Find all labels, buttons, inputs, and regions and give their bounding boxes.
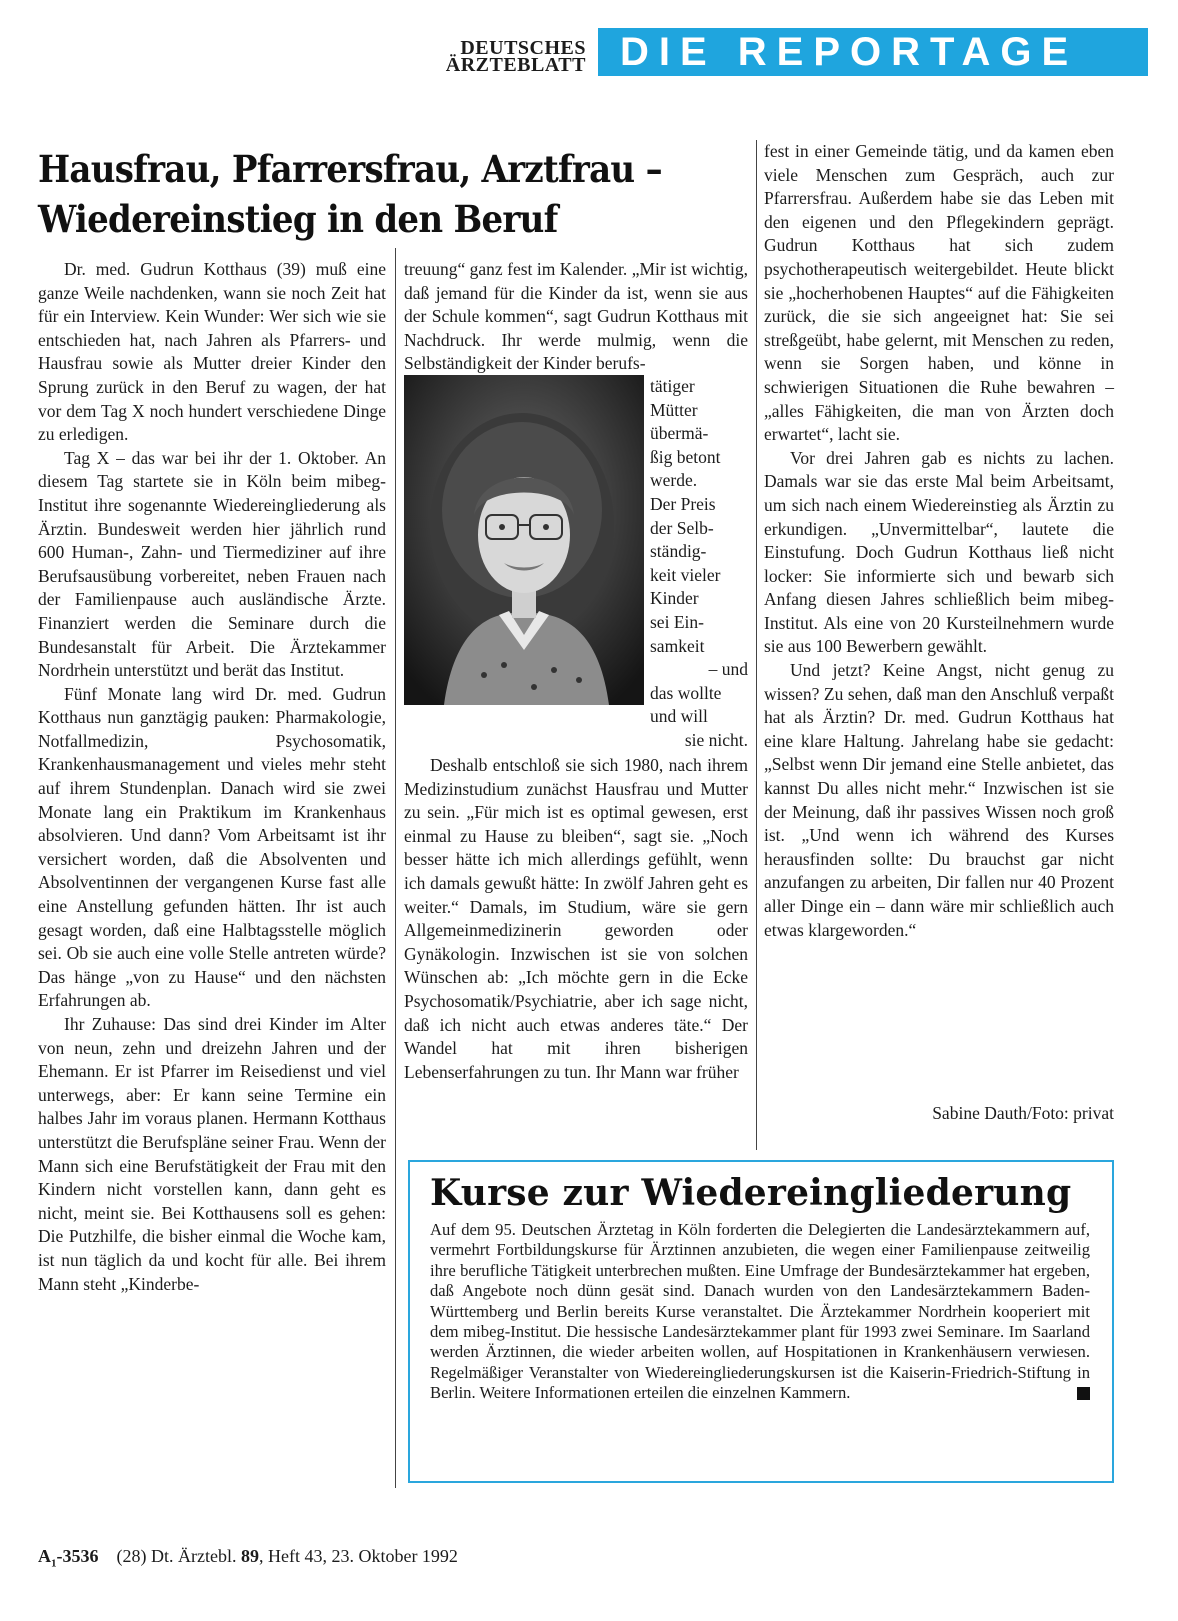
line: sie nicht. xyxy=(684,729,748,750)
article-headline xyxy=(38,144,719,244)
text-beside-photo xyxy=(650,375,748,753)
info-box-body: Auf dem 95. Deutschen Ärztetag in Köln forderten die Delegierten die Landesärztekammern auf, vermehrt Fortbildungskurse für Ärztinnen anzubieten, die wegen einer Familienpause zeitweilig ihre berufliche Tätigkeit unterbrechen mußten. Eine Umfrage der Bundesärztekammer hat ergeben, daß Angebote noch dünn gesät sind. Danach wurden von den Landesärztekammern Baden-Württemberg und Berlin bereits Kurse veranstaltet. Die Ärztekammer Nordrhein kooperiert mit dem mibeg-Institut. Die hessische Landesärztekammer plant für 1993 zwei Seminare. Im Saarland werden Ärztinnen, die wieder arbeiten wollen, auf Hospitationen in Krankenhäusern verwiesen. Regelmäßiger Veranstalter von Wiedereingliederungskursen ist die Kaiserin-Friedrich-Stiftung in Berlin. Weitere Informationen erteilen die einzelnen Kammern. xyxy=(430,1220,1090,1403)
info-box-title: Kurse zur Wiedereingliederung xyxy=(430,1172,1072,1214)
citation: (28) Dt. Ärztebl. 89, Heft 43, 23. Oktober 1992 xyxy=(116,1546,458,1566)
article-column-3 xyxy=(764,140,1114,942)
logo-line-2: ÄRZTEBLATT xyxy=(445,54,586,76)
paragraph: Fünf Monate lang wird Dr. med. Gudrun Kotthaus nun ganztägig pauken: Pharmakologie, Notfallmedizin, Psychosomatik, Krankenhausmanagement und vieles mehr steht auf ihrem Stundenplan. Danach wird sie zwei Monate lang ein Praktikum im Krankenhaus absolvieren. Und dann? Vom Arbeitsamt ist ihr versichert worden, daß die Absolventen und Absolventinnen der vergangenen Kurse fast alle eine Anstellung gefunden hätten. Ihr ist auch gesagt worden, daß eine Halbtagsstelle möglich sei. Ob sie auch eine volle Stelle antreten würde? Das hänge „von zu Hause“ und den nächsten Erfahrungen ab. xyxy=(38,683,386,1011)
line: ßig betont xyxy=(650,446,721,467)
end-of-article-icon xyxy=(1077,1387,1090,1400)
line: ständig- xyxy=(650,541,707,562)
line: übermä- xyxy=(650,423,709,444)
paragraph: Dr. med. Gudrun Kotthaus (39) muß eine ganze Weile nachdenken, wann sie noch Zeit hat für ein Interview. Kein Wunder: Wer sich wie sie entschieden hat, nach Jahren als Pfarrers- und Hausfrau sowie als Mutter dreier Kinder den Sprung zurück in den Beruf zu wagen, der hat vor dem Tag X noch hundert verschiedene Dinge zu erledigen. xyxy=(38,259,386,445)
page-footer xyxy=(38,1546,458,1570)
logo-line-1: DEUTSCHES xyxy=(460,37,586,59)
page-number: $A_1-3536$ xyxy=(38,1546,99,1570)
paragraph: treuung“ ganz fest im Kalender. „Mir ist wichtig, daß jemand für die Kinder da ist, wenn sie aus der Schule kommen“, sagt Gudrun Kotthaus mit Nachdruck. Ihr werde mulmig, wenn die Selbständigkeit der Kinder berufs- xyxy=(404,259,748,374)
line: Kinder xyxy=(650,588,699,609)
paragraph: fest in einer Gemeinde tätig, und da kamen eben viele Menschen zum Gespräch, auch zur Pfarrersfrau. Außerdem habe sie das Leben mit den eigenen und den Pflegekindern geprägt. Gudrun Kotthaus hat sich zudem psychotherapeutisch weitergebildet. Heute blickt sie „hocherhobenen Hauptes“ auf die Fähigkeiten zurück, die sie sich angeeignet hat: Sie sei streßgeübt, habe gelernt, mit Menschen zu reden, wenn sie Sorgen haben, und könne in schwierigen Situationen die Ruhe bewahren – „alles Fähigkeiten, die man von Ärzten doch erwartet“, lacht sie. xyxy=(764,141,1114,445)
paragraph: Deshalb entschloß sie sich 1980, nach ihrem Medizinstudium zunächst Hausfrau und Mutter zu sein. „Für mich ist es optimal gewesen, erst einmal zu Hause zu bleiben“, sagt sie. „Noch besser hätte ich mich allerdings gefühlt, wenn ich damals gewußt hätte: In zwölf Jahren geht es weiter.“ Damals, im Studium, wäre sie gern Allgemeinmedizinerin geworden oder Gynäkologin. Inzwischen ist sie von solchen Wünschen ab: „Ich möchte gern in die Ecke Psychosomatik/Psychiatrie, aber ich sage nicht, daß ich nicht auch etwas anderes täte.“ Der Wandel hat mit ihren bisherigen Lebenserfahrungen zu tun. Ihr Mann war früher xyxy=(404,755,748,1082)
journal-logo xyxy=(406,37,586,76)
column-rule-2 xyxy=(756,140,757,1150)
column-rule-1 xyxy=(395,248,396,1488)
line: und will xyxy=(650,706,708,727)
line: das wollte xyxy=(650,682,722,703)
paragraph: Ihr Zuhause: Das sind drei Kinder im Alter von neun, zehn und dreizehn Jahren und der Ehemann. Er ist Pfarrer im Reisedienst und viel unterwegs, aber: Er kann seine Termine ein halbes Jahr im voraus planen. Hermann Kotthaus unterstützt die Berufspläne seiner Frau. Wenn der Mann sich eine Berufstätigkeit der Frau mit den Kindern nicht vorstellen kann, dann geht es nicht, meint sie. Bei Kotthausens soll es gehen: Die Putzhilfe, die bisher einmal die Woche kam, ist nun täglich da und kocht für alle. Bei ihrem Mann steht „Kinderbe- xyxy=(38,1014,386,1294)
article-column-2 xyxy=(404,258,748,376)
section-banner: DIE REPORTAGE xyxy=(598,28,1148,76)
line: der Selb- xyxy=(650,517,714,538)
line: sei Ein- xyxy=(650,611,704,632)
paragraph: Und jetzt? Keine Angst, nicht genug zu wissen? Zu sehen, daß man den Anschluß verpaßt hat als Ärztin? Dr. med. Gudrun Kotthaus hat eine klare Haltung. Jahrelang habe sie gedacht: „Selbst wenn Dir jemand eine Stelle anbietet, das kannst Du alles nicht mehr.“ Inzwischen ist sie der Meinung, daß ihr passives Wissen noch groß ist. „Und wenn ich während des Kurses herausfinden sollte: Du brauchst gar nicht anzufangen zu arbeiten, Dir fallen nur 40 Prozent aller Dinge ein – dann wäre mir schließlich auch etwas klargeworden.“ xyxy=(764,660,1114,940)
line: Mütter xyxy=(650,399,698,420)
portrait-illustration xyxy=(404,375,644,705)
headline-line-1: Hausfrau, Pfarrersfrau, Arztfrau – xyxy=(38,147,662,191)
line: – und xyxy=(708,659,748,680)
headline-line-2: Wiedereinstieg in den Beruf xyxy=(38,197,558,241)
line: werde. xyxy=(650,470,698,491)
article-column-1 xyxy=(38,258,386,1296)
info-box xyxy=(408,1160,1114,1483)
paragraph: Tag X – das war bei ihr der 1. Oktober. An diesem Tag startete sie in Köln beim mibeg-Institut ihre sogenannte Wiedereingliederung als Ärztin. Bundesweit werden hier jährlich rund 600 Human-, Zahn- und Tiermediziner auf ihre Berufsausübung vorbereitet, neben Frauen nach der Familienpause auch ausländische Ärzte. Finanziert werden die Seminare durch die Bundesanstalt für Arbeit. Die Ärztekammer Nordrhein unterstützt und berät das Institut. xyxy=(38,447,386,681)
portrait-photo xyxy=(404,375,644,705)
line: tätiger xyxy=(650,376,695,396)
paragraph: Vor drei Jahren gab es nichts zu lachen. Damals war sie das erste Mal beim Arbeitsamt, um sich nach einem Wiedereinstieg als Ärztin zu erkundigen. „Unvermittelbar“, lautete die Einstufung. Doch Gudrun Kotthaus ließ nicht locker: Sie informierte sich und bewarb sich Anfang diesen Jahres schließlich beim mibeg-Institut. Als eine von 20 Kursteilnehmern wurde sie aus 100 Bewerbern gewählt. xyxy=(764,447,1114,657)
line: Der Preis xyxy=(650,493,716,514)
info-box-text xyxy=(430,1220,1090,1404)
line: keit vieler xyxy=(650,564,721,585)
author-photo-credit: Sabine Dauth/Foto: privat xyxy=(932,1103,1114,1123)
line: samkeit xyxy=(650,635,705,656)
article-column-2-lower xyxy=(404,754,748,1084)
